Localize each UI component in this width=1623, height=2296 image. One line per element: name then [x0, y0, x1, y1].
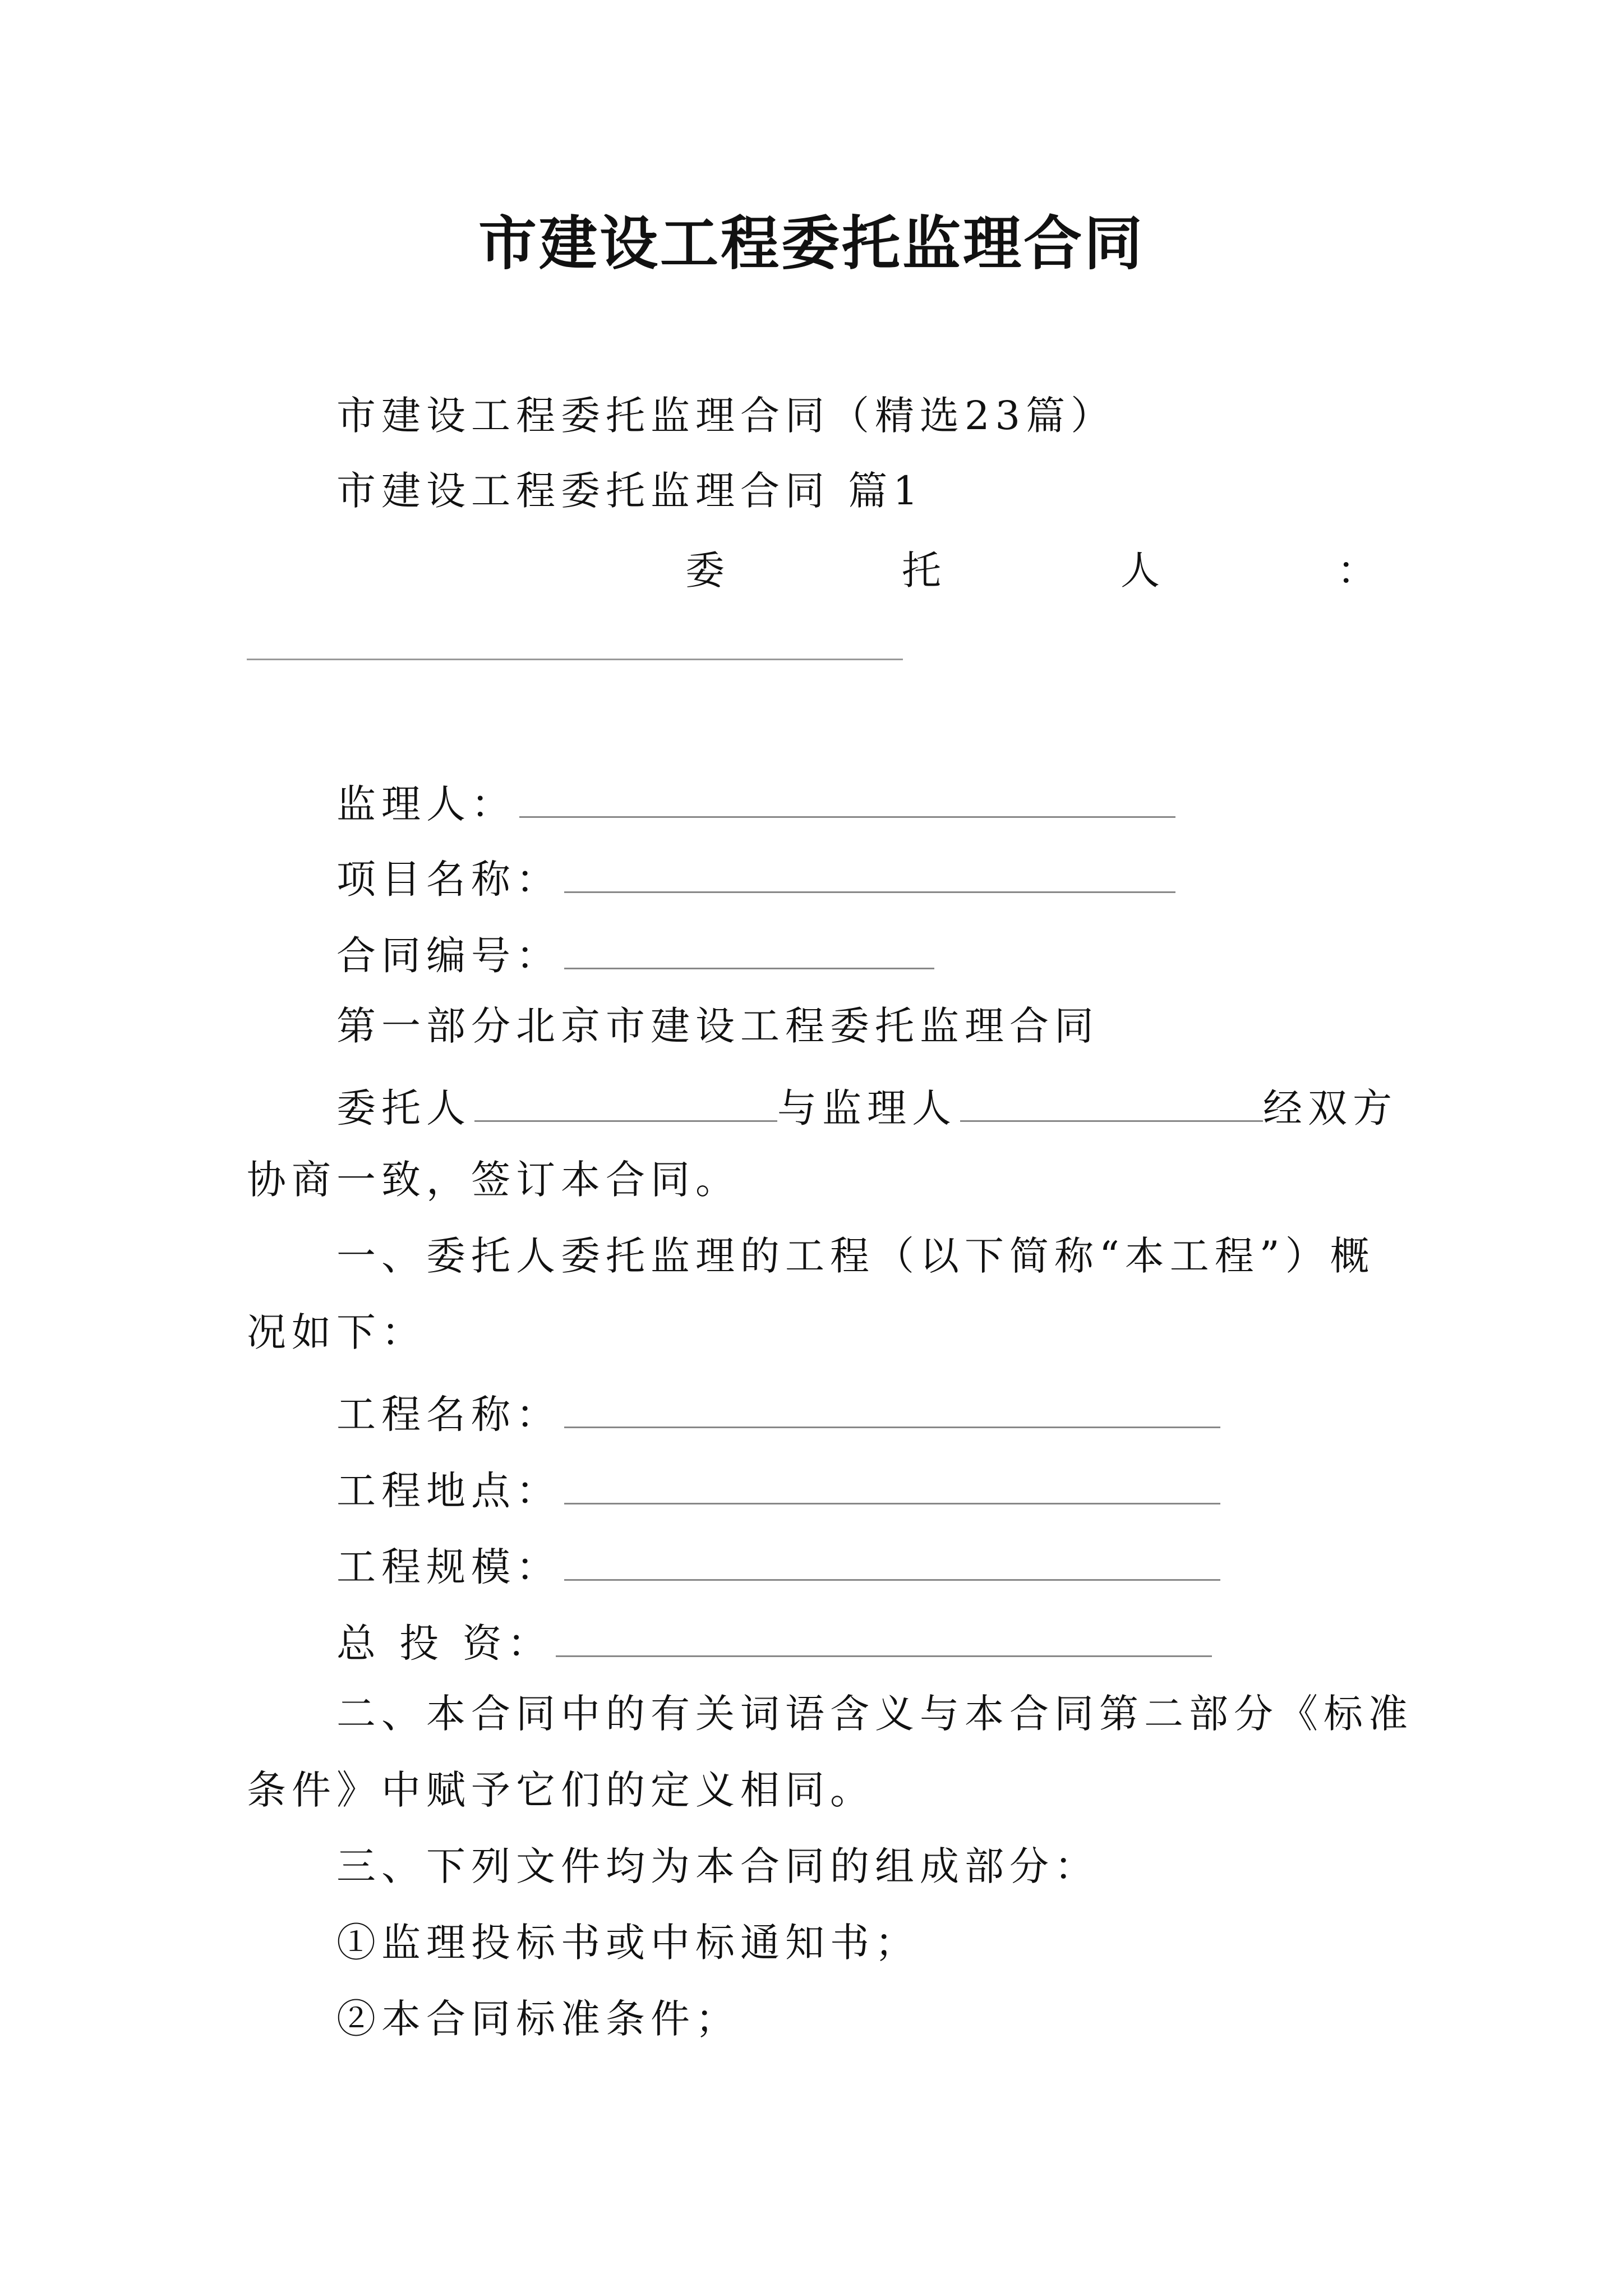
- clause-3: 三、下列文件均为本合同的组成部分：: [336, 1843, 1099, 1889]
- project-field-blank: [564, 1389, 1220, 1428]
- supervisor-label: 监理人：: [336, 781, 516, 827]
- project-field: [336, 1389, 1220, 1438]
- clause-2: 二、本合同中的有关词语含义与本合同第二部分《标准: [336, 1691, 1413, 1737]
- client-blank-line: [247, 659, 903, 660]
- document-list-item: ②本合同标准条件；: [336, 1996, 740, 2042]
- client-label-char: 人: [1121, 547, 1160, 593]
- agreement-line: [336, 1083, 1398, 1131]
- project-field-label: 工程规模：: [336, 1544, 561, 1590]
- document-subtitle: 市建设工程委托监理合同（精选23篇）: [336, 393, 1116, 439]
- project-field-blank: [564, 1465, 1220, 1504]
- supervisor-field: [336, 779, 1175, 827]
- project-field: [336, 1465, 1220, 1514]
- agreement-part-b: 与监理人: [777, 1085, 957, 1131]
- project-field-blank: [564, 1542, 1220, 1581]
- project-field-label: 工程名称：: [336, 1391, 561, 1438]
- project-name-label: 项目名称：: [336, 856, 561, 903]
- project-name-blank: [564, 854, 1175, 893]
- agreement-part-c: 经双方: [1263, 1085, 1398, 1131]
- part-one-heading: 第一部分北京市建设工程委托监理合同: [336, 1003, 1099, 1049]
- contract-no-field: [336, 930, 934, 979]
- client-name-blank: [474, 1083, 777, 1122]
- project-field: [336, 1542, 1220, 1590]
- project-field-blank: [556, 1618, 1212, 1657]
- project-name-field: [336, 854, 1175, 903]
- agreement-continuation: 协商一致，签订本合同。: [247, 1157, 740, 1203]
- client-label-row: [0, 547, 1623, 596]
- document-title: 市建设工程委托监理合同: [478, 209, 1145, 278]
- supervisor-name-blank: [960, 1083, 1263, 1122]
- document-list-item: ①监理投标书或中标通知书；: [336, 1920, 920, 1966]
- contract-no-label: 合同编号：: [336, 932, 561, 979]
- supervisor-blank: [519, 779, 1175, 818]
- agreement-part-a: 委托人: [336, 1085, 471, 1131]
- project-field-label: 总 投 资：: [336, 1620, 552, 1667]
- client-label-char: ：: [1337, 547, 1376, 593]
- contract-no-blank: [564, 930, 934, 969]
- section-heading: 市建设工程委托监理合同 篇1: [336, 468, 924, 514]
- project-field-label: 工程地点：: [336, 1467, 561, 1514]
- client-label-char: 托: [902, 547, 941, 593]
- clause-2-continuation: 条件》中赋予它们的定义相同。: [247, 1767, 875, 1813]
- project-field: [336, 1618, 1212, 1667]
- clause-1-continuation: 况如下：: [247, 1309, 426, 1355]
- clause-1: 一、委托人委托监理的工程（以下简称“本工程”）概: [336, 1233, 1375, 1279]
- client-label-char: 委: [685, 547, 725, 593]
